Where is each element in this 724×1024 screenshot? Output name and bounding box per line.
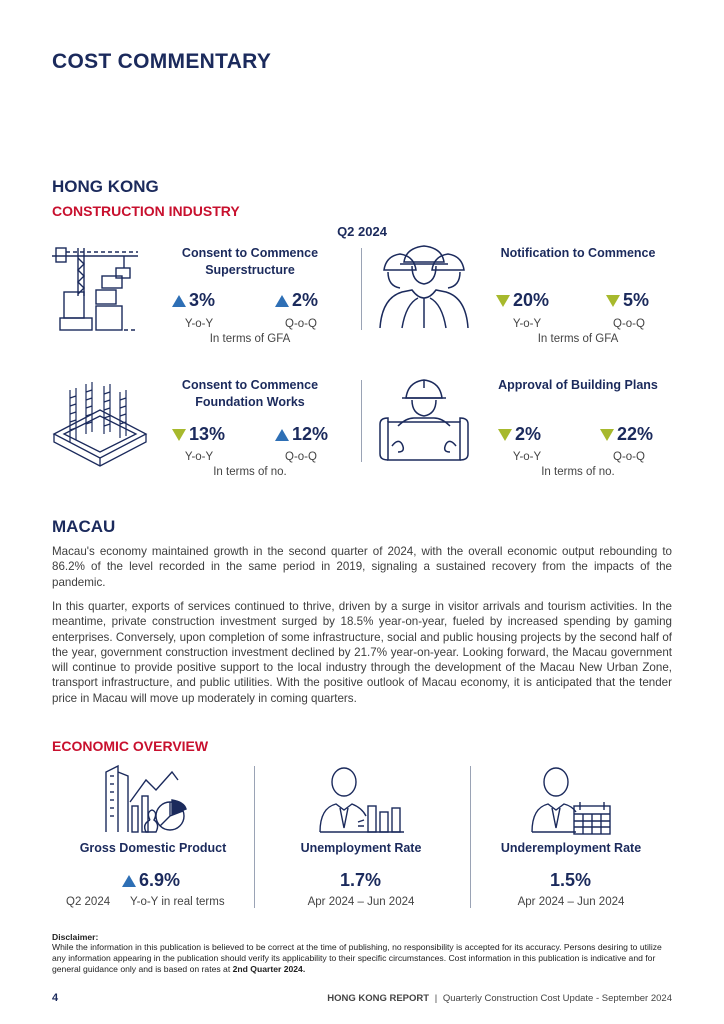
yoy-value: [498, 424, 541, 445]
person-bar-chart-icon: [318, 764, 408, 834]
footer-report: [327, 993, 672, 1004]
divider: [361, 380, 362, 462]
qoq-label: Q-o-Q: [285, 318, 317, 330]
divider: [361, 248, 362, 330]
indicator-note: In terms of no.: [541, 466, 615, 478]
yoy-value: [172, 290, 215, 311]
divider: [254, 766, 255, 908]
up-arrow-icon: [122, 875, 136, 887]
indicator-title-line: Consent to Commence: [181, 246, 319, 260]
indicator-title-building-plans: [490, 377, 666, 394]
yoy-label: Y-o-Y: [512, 318, 542, 330]
divider: [470, 766, 471, 908]
macau-heading: MACAU: [52, 517, 116, 536]
qoq-number: 2%: [292, 290, 319, 310]
person-calendar-icon: [530, 764, 616, 834]
gdp-number: 6.9%: [139, 870, 181, 890]
indicator-title-line: Consent to Commence: [181, 378, 319, 392]
yoy-value: [496, 290, 549, 311]
underemployment-value: 1.5%: [550, 870, 592, 890]
unemployment-title: Unemployment Rate: [300, 841, 422, 855]
crane-building-icon: [50, 244, 140, 332]
qoq-label: Q-o-Q: [613, 318, 645, 330]
macau-paragraph-2: In this quarter, exports of services continued to thrive, driven by a surge in visitor arrivals and tourism activities. In the meantime, private construction investment surged by 18.5% year-on-year, fueled by increased spending by gaming enterprises. Conversely, upon completion of some infrastructure, social and public housing projects by the second half of the year, government construction investment declined by 21.7% year-on-year. Looking forward, the Macau government will continue to provide positive support to the local industry through the development of the Macau New Urban Zone, transport infrastructure, and public utilities. With the positive outlook of Macau economy, it is anticipated that the tender price in Macau will move up moderately in coming quarters.: [52, 600, 672, 705]
yoy-value: [172, 424, 225, 445]
underemployment-period: Apr 2024 – Jun 2024: [517, 896, 625, 908]
down-arrow-icon: [498, 429, 512, 441]
indicator-note: In terms of GFA: [537, 333, 619, 345]
period-label: Q2 2024: [337, 224, 387, 239]
indicator-title-line: Approval of Building Plans: [498, 378, 658, 392]
down-arrow-icon: [496, 295, 510, 307]
qoq-number: 22%: [617, 424, 654, 444]
hong-kong-heading: HONG KONG: [52, 177, 159, 196]
disclaimer-body: While the information in this publication is believed to be correct at the time of publishing, no responsibility is accepted for its accuracy. Persons desiring to utilize any information appearing in the publication should verify its applicability to their specific circumstances. Cost information in this publication is indicative and for general guidance only and is based on rates at: [52, 942, 662, 974]
down-arrow-icon: [600, 429, 614, 441]
economic-overview-heading: ECONOMIC OVERVIEW: [52, 738, 209, 754]
indicator-title-line: Superstructure: [205, 263, 295, 277]
foundation-rebar-icon: [50, 376, 150, 472]
qoq-number: 5%: [623, 290, 650, 310]
engineer-blueprint-icon: [376, 374, 472, 470]
yoy-label: Y-o-Y: [184, 318, 214, 330]
construction-industry-heading: CONSTRUCTION INDUSTRY: [52, 203, 240, 219]
qoq-label: Q-o-Q: [613, 451, 645, 463]
indicator-title-notification: [490, 245, 666, 262]
up-arrow-icon: [172, 295, 186, 307]
page-number: 4: [52, 992, 59, 1004]
report-subtitle: Quarterly Construction Cost Update - September 2024: [442, 993, 672, 1004]
page-title: COST COMMENTARY: [52, 50, 272, 73]
disclaimer-text: [52, 942, 672, 975]
indicator-title-line: Foundation Works: [195, 395, 305, 409]
qoq-label: Q-o-Q: [285, 451, 317, 463]
footer-separator: |: [434, 993, 438, 1004]
yoy-number: 2%: [515, 424, 542, 444]
unemployment-period: Apr 2024 – Jun 2024: [307, 896, 415, 908]
qoq-value: [600, 424, 653, 445]
macau-paragraph-1: Macau's economy maintained growth in the second quarter of 2024, with the overall economic output rebounding to 86.2% of the level recorded in the same period in 2019, signaling a sustained recovery from the impacts of the pandemic.: [52, 545, 672, 589]
unemployment-value: 1.7%: [340, 870, 382, 890]
qoq-value: [275, 290, 318, 311]
underemployment-title: Underemployment Rate: [500, 841, 642, 855]
gdp-value: [122, 870, 180, 891]
yoy-number: 3%: [189, 290, 216, 310]
indicator-title-superstructure: [170, 245, 330, 279]
gdp-period: Q2 2024: [66, 896, 111, 908]
qoq-number: 12%: [292, 424, 329, 444]
indicator-note: In terms of no.: [213, 466, 287, 478]
yoy-number: 20%: [513, 290, 550, 310]
gdp-title: Gross Domestic Product: [79, 841, 227, 855]
down-arrow-icon: [172, 429, 186, 441]
disclaimer-label: Disclaimer:: [52, 932, 99, 942]
up-arrow-icon: [275, 295, 289, 307]
disclaimer-date: 2nd Quarter 2024.: [232, 964, 306, 974]
up-arrow-icon: [275, 429, 289, 441]
yoy-label: Y-o-Y: [512, 451, 542, 463]
gdp-note: Y-o-Y in real terms: [130, 896, 225, 908]
qoq-value: [275, 424, 328, 445]
indicator-title-foundation: [170, 377, 330, 411]
gdp-chart-icon: [100, 762, 192, 834]
indicator-title-line: Notification to Commence: [500, 246, 656, 260]
report-name: HONG KONG REPORT: [327, 993, 430, 1004]
yoy-number: 13%: [189, 424, 226, 444]
qoq-value: [606, 290, 649, 311]
construction-workers-icon: [378, 240, 470, 332]
down-arrow-icon: [606, 295, 620, 307]
indicator-note: In terms of GFA: [209, 333, 291, 345]
yoy-label: Y-o-Y: [184, 451, 214, 463]
